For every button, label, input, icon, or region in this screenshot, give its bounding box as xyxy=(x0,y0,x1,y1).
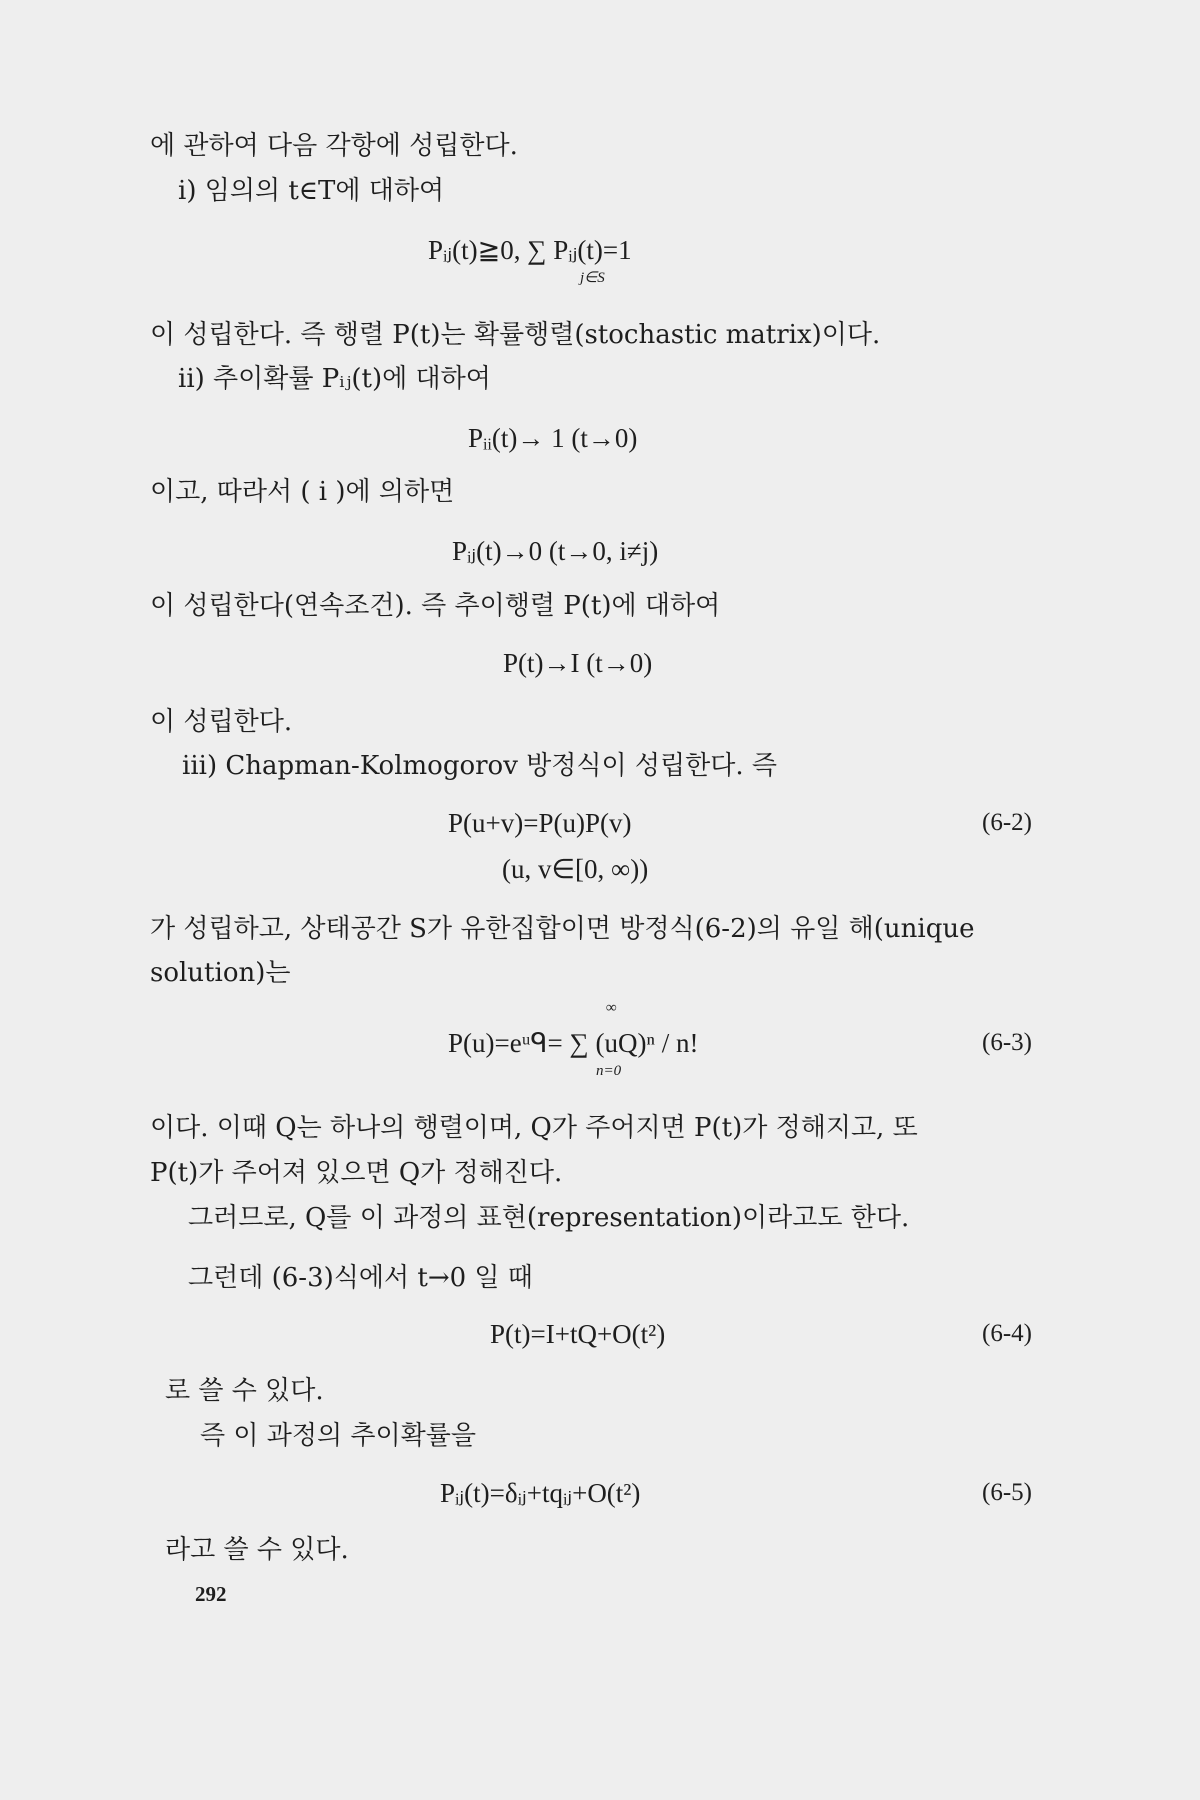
equation-4: P(t)→I (t→0) xyxy=(503,648,653,678)
equation-number-6-4: (6-4) xyxy=(982,1320,1032,1347)
text-line-1: 에 관하여 다음 각항에 성립한다. xyxy=(150,131,518,161)
text-line-3: 이 성립한다. 즉 행렬 P(t)는 확률행렬(stochastic matrix)이다. xyxy=(150,320,881,350)
text-line-6: 이 성립한다(연속조건). 즉 추이행렬 P(t)에 대하여 xyxy=(150,591,721,621)
equation-8: Pᵢⱼ(t)=δᵢⱼ+tqᵢⱼ+O(t²) xyxy=(440,1478,641,1508)
equation-6: P(u)=eᵘᑫ= ∑ (uQ)ⁿ / n! xyxy=(448,1028,699,1058)
page-number: 292 xyxy=(195,1582,227,1606)
text-line-15: 로 쓸 수 있다. xyxy=(165,1376,324,1406)
text-line-4: ii) 추이확률 Pᵢⱼ(t)에 대하여 xyxy=(178,364,491,394)
text-line-11: 이다. 이때 Q는 하나의 행렬이며, Q가 주어지면 P(t)가 정해지고, 또 xyxy=(150,1113,918,1143)
equation-number-6-2: (6-2) xyxy=(982,809,1032,836)
equation-2: Pᵢᵢ(t)→ 1 (t→0) xyxy=(468,423,638,453)
text-line-12: P(t)가 주어져 있으면 Q가 정해진다. xyxy=(150,1158,563,1188)
equation-6-sum-subscript: n=0 xyxy=(596,1063,622,1079)
equation-1: Pᵢⱼ(t)≧0, ∑ Pᵢⱼ(t)=1 xyxy=(428,235,632,265)
equation-1-sum-subscript: j∈S xyxy=(580,270,605,286)
equation-5b: (u, v∈[0, ∞)) xyxy=(502,854,649,884)
equation-number-6-3: (6-3) xyxy=(982,1029,1032,1056)
text-line-2: i) 임의의 t∈T에 대하여 xyxy=(178,176,445,206)
text-line-7: 이 성립한다. xyxy=(150,707,293,737)
equation-3: Pᵢⱼ(t)→0 (t→0, i≠j) xyxy=(452,536,659,566)
text-line-10: solution)는 xyxy=(150,958,291,988)
equation-6-sum-superscript: ∞ xyxy=(606,1000,617,1016)
equation-5a: P(u+v)=P(u)P(v) xyxy=(448,808,632,838)
text-line-14: 그런데 (6-3)식에서 t→0 일 때 xyxy=(188,1263,533,1293)
text-line-17: 라고 쓸 수 있다. xyxy=(165,1535,349,1565)
text-line-13: 그러므로, Q를 이 과정의 표현(representation)이라고도 한다. xyxy=(188,1203,910,1233)
equation-7: P(t)=I+tQ+O(t²) xyxy=(490,1319,666,1349)
text-line-5: 이고, 따라서 ( i )에 의하면 xyxy=(150,477,455,507)
equation-number-6-5: (6-5) xyxy=(982,1479,1032,1506)
text-line-8: iii) Chapman-Kolmogorov 방정식이 성립한다. 즉 xyxy=(182,751,777,781)
text-line-9: 가 성립하고, 상태공간 S가 유한집합이면 방정식(6-2)의 유일 해(unique xyxy=(150,914,975,944)
text-line-16: 즉 이 과정의 추이확률을 xyxy=(200,1421,476,1451)
